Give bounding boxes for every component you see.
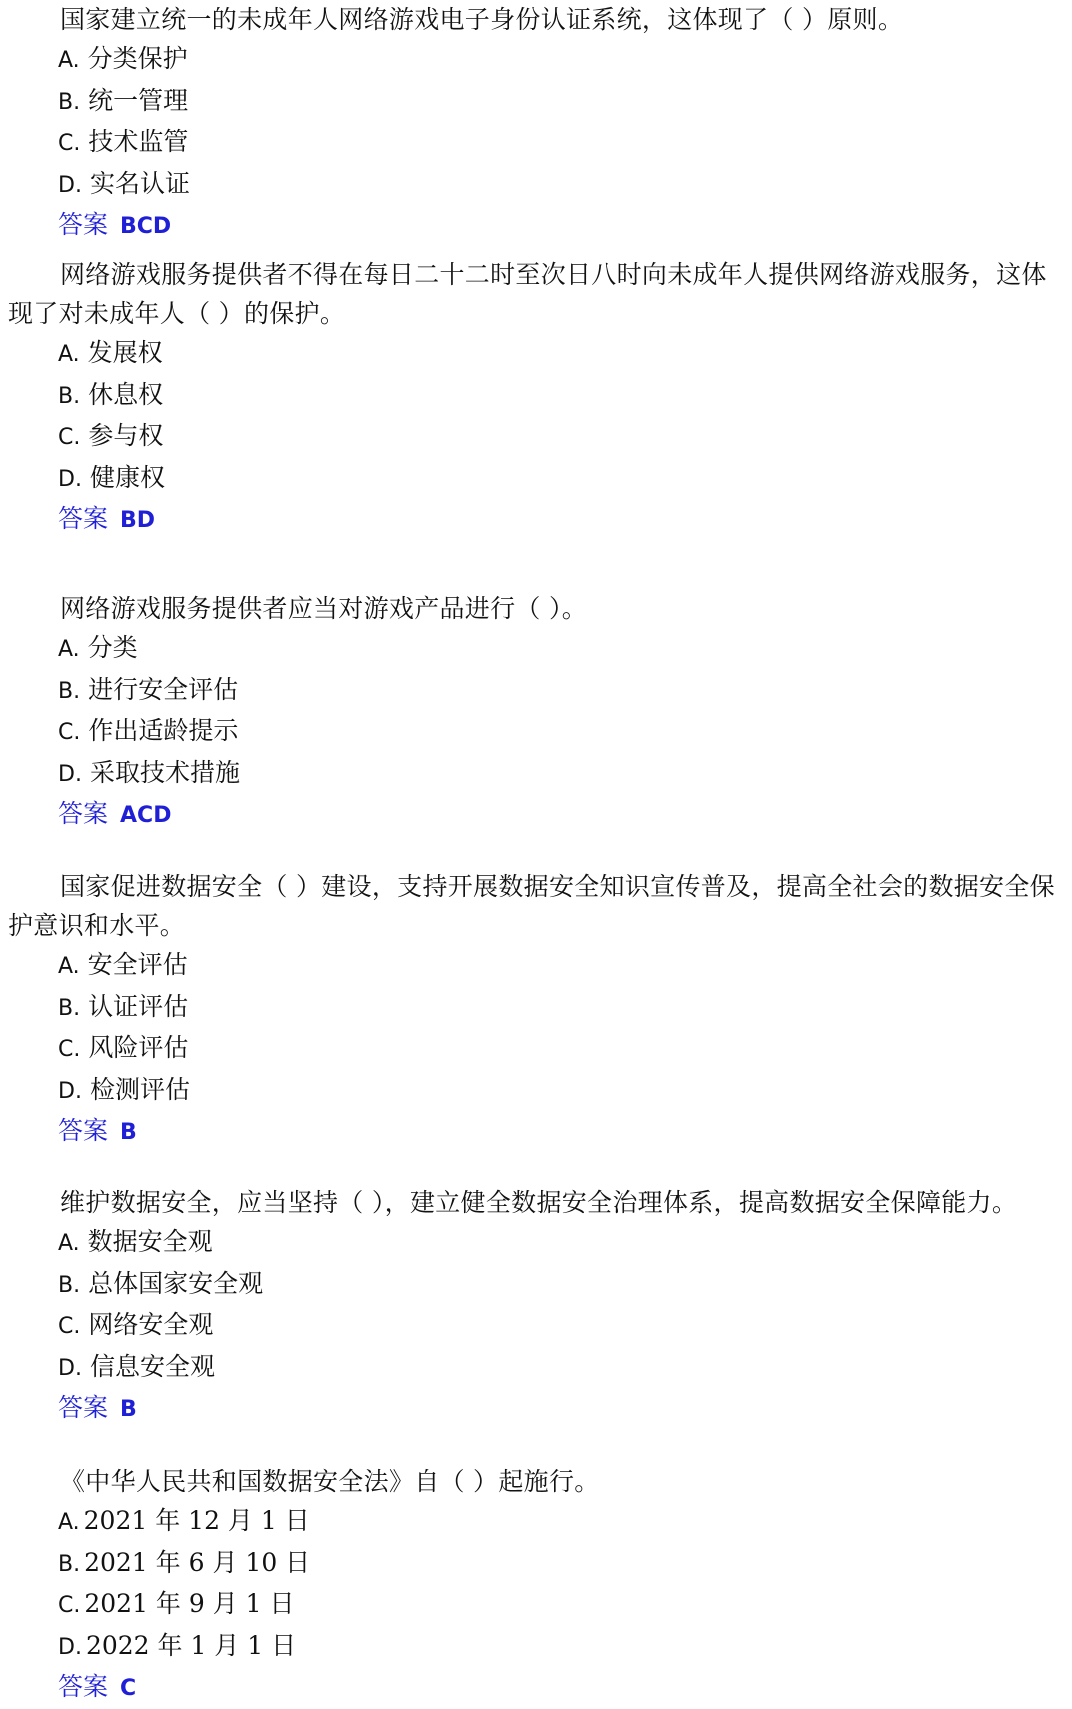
option-b: [58, 1264, 1072, 1306]
option-b: [58, 670, 1072, 712]
option-text: 2021 年 9 月 1 日: [84, 1589, 295, 1618]
option-text: 检测评估: [89, 1074, 190, 1104]
option-letter: D.: [58, 1355, 82, 1381]
option-letter: C.: [58, 1593, 81, 1618]
question-3: [0, 589, 1072, 836]
answer-code: C: [120, 1676, 137, 1701]
option-c: [58, 711, 1072, 753]
option-c: [58, 1584, 1072, 1626]
option-b: [58, 1543, 1072, 1585]
option-d: [58, 458, 1072, 500]
option-text: 安全评估: [87, 950, 188, 979]
answer-label: 答案: [58, 799, 109, 828]
option-letter: B.: [58, 1272, 81, 1298]
option-d: [58, 753, 1072, 795]
question-2: [0, 255, 1072, 541]
answer-code: ACD: [120, 803, 172, 828]
answer-code: BD: [120, 508, 156, 533]
option-text: 进行安全评估: [88, 674, 239, 704]
question-stem: 国家建立统一的未成年人网络游戏电子身份认证系统，这体现了（ ）原则。: [60, 5, 904, 34]
option-c: [58, 416, 1072, 458]
option-letter: D.: [58, 1634, 82, 1660]
answer-line: [58, 1667, 1072, 1709]
option-text: 采取技术措施: [89, 757, 240, 787]
answer-label: 答案: [58, 1672, 109, 1701]
option-letter: B.: [58, 995, 81, 1021]
option-letter: C.: [58, 1037, 81, 1062]
answer-line: [58, 205, 1072, 247]
option-a: [58, 1222, 1072, 1264]
answer-code: BCD: [120, 214, 172, 239]
answer-line: [58, 1388, 1072, 1430]
option-text: 分类: [87, 633, 138, 662]
option-letter: A.: [58, 48, 80, 73]
option-text: 参与权: [88, 421, 164, 450]
option-letter: B.: [58, 1551, 81, 1577]
option-d: [58, 1070, 1072, 1112]
option-text: 总体国家安全观: [88, 1268, 264, 1298]
question-6: [0, 1462, 1072, 1709]
option-text: 认证评估: [88, 991, 189, 1021]
option-letter: D.: [58, 1078, 82, 1104]
option-letter: B.: [58, 89, 81, 115]
option-text: 实名认证: [89, 168, 190, 198]
option-text: 作出适龄提示: [88, 716, 239, 745]
option-c: [58, 1305, 1072, 1347]
question-stem: 网络游戏服务提供者不得在每日二十二时至次日八时向未成年人提供网络游戏服务，这体现了对未成年人（ ）的保护。: [8, 260, 1047, 328]
option-text: 健康权: [89, 462, 165, 492]
option-text: 分类保护: [87, 44, 188, 73]
option-a: [58, 1501, 1072, 1543]
option-c: [58, 1028, 1072, 1070]
answer-line: [58, 499, 1072, 541]
option-letter: B.: [58, 383, 81, 409]
answer-label: 答案: [58, 1116, 109, 1145]
option-b: [58, 81, 1072, 123]
option-a: [58, 945, 1072, 987]
option-c: [58, 122, 1072, 164]
option-text: 统一管理: [88, 85, 189, 115]
option-a: [58, 39, 1072, 81]
option-text: 网络安全观: [88, 1310, 214, 1339]
option-text: 发展权: [87, 338, 163, 367]
option-letter: B.: [58, 678, 81, 704]
option-text: 2022 年 1 月 1 日: [85, 1630, 297, 1660]
answer-label: 答案: [58, 504, 109, 533]
answer-line: [58, 794, 1072, 836]
option-a: [58, 333, 1072, 375]
option-letter: A.: [58, 1510, 80, 1535]
option-text: 2021 年 6 月 10 日: [84, 1547, 311, 1577]
answer-code: B: [120, 1120, 137, 1145]
option-d: [58, 1347, 1072, 1389]
answer-line: [58, 1111, 1072, 1153]
question-stem: 《中华人民共和国数据安全法》自（ ）起施行。: [60, 1467, 600, 1496]
option-a: [58, 628, 1072, 670]
option-text: 信息安全观: [89, 1351, 215, 1381]
option-d: [58, 1626, 1072, 1668]
answer-code: B: [120, 1397, 137, 1422]
question-stem: 维护数据安全，应当坚持（ ），建立健全数据安全治理体系，提高数据安全保障能力。: [60, 1188, 1018, 1217]
option-letter: D.: [58, 172, 82, 198]
question-stem: 国家促进数据安全（ ）建设，支持开展数据安全知识宣传普及，提高全社会的数据安全保护意识和水平。: [8, 872, 1055, 940]
option-letter: C.: [58, 131, 81, 156]
option-letter: C.: [58, 425, 81, 450]
question-4: [0, 867, 1072, 1153]
answer-label: 答案: [58, 210, 109, 239]
option-letter: C.: [58, 1314, 81, 1339]
answer-label: 答案: [58, 1393, 109, 1422]
option-text: 休息权: [88, 379, 164, 409]
option-b: [58, 987, 1072, 1029]
option-text: 风险评估: [88, 1033, 189, 1062]
option-letter: A.: [58, 1231, 80, 1256]
option-letter: A.: [58, 637, 80, 662]
option-d: [58, 164, 1072, 206]
option-text: 2021 年 12 月 1 日: [83, 1506, 310, 1535]
option-letter: D.: [58, 466, 82, 492]
question-1: [0, 0, 1072, 247]
question-stem: 网络游戏服务提供者应当对游戏产品进行（ ）。: [60, 594, 588, 623]
option-letter: C.: [58, 720, 81, 745]
option-letter: A.: [58, 342, 80, 367]
option-text: 技术监管: [88, 127, 189, 156]
option-b: [58, 375, 1072, 417]
option-letter: D.: [58, 761, 82, 787]
question-5: [0, 1183, 1072, 1430]
option-text: 数据安全观: [87, 1227, 213, 1256]
option-letter: A.: [58, 954, 80, 979]
